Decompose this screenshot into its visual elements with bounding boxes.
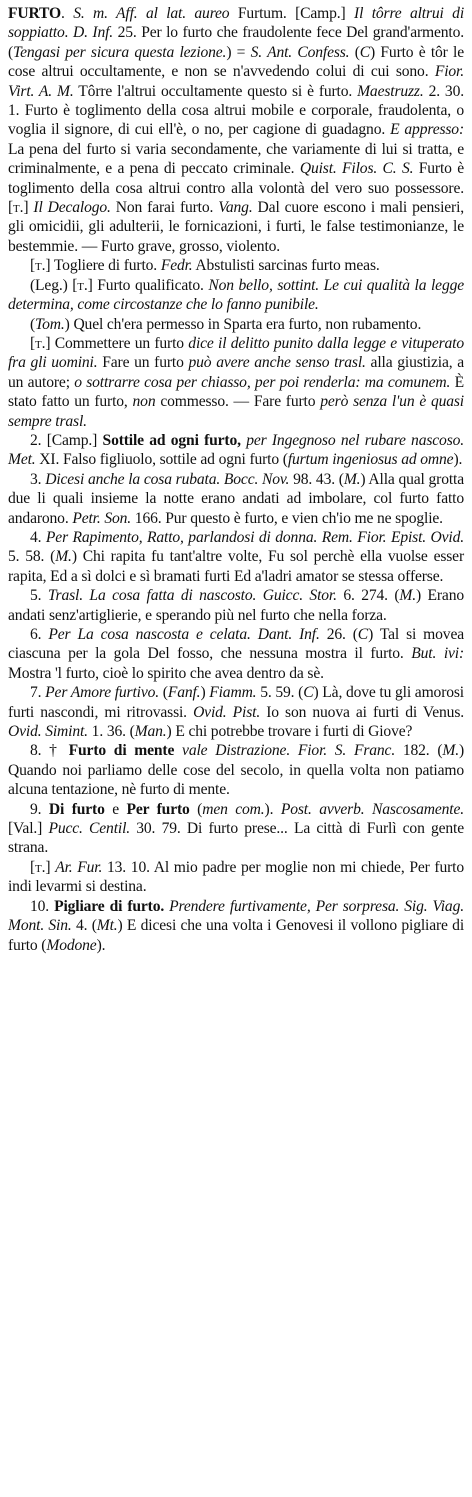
italic-text: Ovid. Pist. bbox=[193, 703, 261, 721]
italic-text: Quist. Filos. C. S. bbox=[299, 160, 414, 178]
text-run: 3. bbox=[30, 470, 46, 488]
italic-text: Per Amore furtivo. bbox=[45, 684, 160, 702]
dictionary-entry-furto bbox=[8, 4, 464, 955]
text-run: alla giustizia, a un autore; bbox=[8, 354, 465, 391]
text-run: 26. ( bbox=[319, 626, 358, 643]
text-run: 7. bbox=[30, 684, 46, 702]
text-run: ( bbox=[159, 684, 168, 702]
entry-sense-paragraph bbox=[8, 470, 464, 528]
entry-sense-paragraph bbox=[8, 897, 464, 955]
small-caps-tag: t. bbox=[35, 257, 46, 275]
text-run: commesso. — Fare furto bbox=[155, 393, 321, 411]
entry-sense-paragraph bbox=[8, 256, 464, 275]
text-run: Io son nuova ai furti di Venus. bbox=[260, 703, 464, 721]
small-caps-tag: t. bbox=[35, 858, 46, 876]
text-run: 8. † bbox=[30, 742, 69, 760]
italic-text: Ovid. Simint. bbox=[8, 723, 88, 741]
italic-text: Trasl. La cosa fatta di nascosto. Guicc. Stor. bbox=[47, 587, 337, 605]
italic-text: C bbox=[359, 43, 371, 61]
text-run: 5. 58. ( bbox=[8, 548, 56, 566]
italic-text: Dicesi anche la cosa rubata. Bocc. Nov. bbox=[45, 470, 290, 488]
text-run: Furtum. [Camp.] bbox=[229, 5, 355, 22]
text-run: 166. Pur questo è furto, e vien ch'io me ne spoglie. bbox=[131, 509, 443, 527]
text-run: 5. bbox=[30, 587, 48, 605]
entry-sense-paragraph bbox=[8, 528, 464, 586]
text-run: 4. ( bbox=[71, 917, 97, 935]
text-run: ) E dicesi che una volta i Genovesi il vollono pigliare di furto ( bbox=[8, 917, 464, 954]
italic-text: non bbox=[132, 393, 156, 411]
text-run: [ bbox=[30, 334, 36, 352]
text-run: 182. ( bbox=[395, 742, 443, 760]
text-run: ) Quando noi parliamo delle cose del secolo, in quella volta non patiamo alcuna tentazione, nè furto di mente. bbox=[8, 742, 465, 799]
text-run: ) Erano andati senz'artiglierie, e sperando più nel furto che nella forza. bbox=[8, 587, 464, 624]
italic-text: M. bbox=[343, 470, 361, 488]
text-run: XI. Falso figliuolo, sottile ad ogni furto ( bbox=[35, 451, 288, 469]
italic-text: S. Ant. Confess. bbox=[250, 43, 350, 61]
italic-text: vale Distrazione. Fior. S. Franc. bbox=[182, 742, 396, 760]
text-run: ) bbox=[200, 684, 210, 702]
text-run: 1. 36. ( bbox=[87, 723, 135, 741]
text-run: Non farai furto. bbox=[110, 199, 219, 217]
text-run: ) Furto è tôr le cose altrui occultamente, e non se n'avvedendo colui di cui sono. bbox=[8, 43, 464, 81]
text-run: 98. 43. ( bbox=[289, 470, 344, 488]
text-run: (Leg.) [ bbox=[30, 276, 78, 294]
entry-headword-paragraph bbox=[8, 4, 464, 256]
italic-text: per Ingegnoso nel rubare nascoso. Met. bbox=[8, 431, 465, 469]
text-run: ) Alla qual grotta due li quali insieme la notte erano andati ad imbolare, col furto fatto andarono. bbox=[8, 470, 464, 527]
text-run: La pena del furto si varia secondamente, che variamente di lui si tratta, e criminalmente, e a pena di peccato criminale. bbox=[8, 140, 464, 178]
text-run: [ bbox=[30, 257, 36, 275]
small-caps-tag: t. bbox=[77, 276, 88, 294]
italic-text: men com. bbox=[202, 800, 265, 818]
text-run: ] bbox=[23, 199, 34, 217]
small-caps-tag: t. bbox=[13, 199, 24, 217]
text-run: ) = bbox=[226, 43, 251, 61]
italic-text: Per Rapimento, Ratto, parlandosi di donna. Rem. Fior. Epist. Ovid. bbox=[45, 528, 464, 546]
italic-text: Ar. Fur. bbox=[55, 858, 103, 876]
bold-term: Per furto bbox=[126, 800, 190, 818]
italic-text: S. m. Aff. al lat. aureo bbox=[73, 5, 230, 22]
italic-text: però senza l'un è quasi sempre trasl. bbox=[8, 393, 464, 430]
text-run: 2. 30. 1. Furto è toglimento della cosa altrui mobile e corporale, fraudolenta, o voglia il signore, di cui ell'è, o no, per cagione di guadagno. bbox=[8, 82, 464, 139]
italic-text: Post. avverb. Nascosamente. bbox=[280, 800, 464, 818]
italic-text: Pucc. Centil. bbox=[48, 820, 130, 838]
text-run: ] bbox=[45, 858, 56, 876]
text-run: 2. [Camp.] bbox=[30, 431, 103, 449]
text-run: ] Togliere di furto. bbox=[45, 257, 161, 275]
text-run: 10. bbox=[30, 897, 55, 915]
italic-text: Petr. Son. bbox=[72, 509, 132, 527]
text-run: ). bbox=[96, 936, 106, 954]
text-run: È stato fatto un furto, bbox=[8, 373, 464, 411]
text-run: 4. bbox=[30, 528, 46, 546]
entry-sense-paragraph bbox=[8, 586, 464, 625]
italic-text: M. bbox=[399, 587, 416, 605]
italic-text: Vang. bbox=[218, 199, 253, 217]
text-run: ( bbox=[349, 43, 360, 61]
italic-text: C bbox=[357, 626, 369, 643]
text-run: Mostra 'l furto, cioè lo spirito che avea dentro da sè. bbox=[8, 664, 324, 682]
bold-term: Pigliare di furto. bbox=[54, 897, 165, 915]
text-run: Tôrre l'altrui occultamente questo si è furto. bbox=[73, 82, 358, 100]
italic-text: furtum ingeniosus ad omne bbox=[287, 451, 454, 469]
italic-text: dice il delitto punito dalla legge e vituperato fra gli uomini. bbox=[8, 334, 464, 372]
text-run: ( bbox=[189, 800, 203, 818]
text-run: [Val.] bbox=[8, 820, 49, 838]
entry-sense-paragraph bbox=[8, 800, 464, 858]
text-run: ] Commettere un furto bbox=[45, 334, 189, 352]
text-run: Fare un furto bbox=[97, 354, 189, 372]
text-run: 13. 10. Al mio padre per moglie non mi chiede, Per furto indi levarmi si destina. bbox=[8, 858, 464, 896]
small-caps-tag: t. bbox=[35, 334, 46, 352]
italic-text: Tengasi per sicura questa lezione. bbox=[13, 43, 227, 61]
entry-sense-paragraph bbox=[8, 276, 464, 315]
bold-term: Sottile ad ogni furto, bbox=[102, 431, 241, 449]
italic-text: Il Decalogo. bbox=[33, 199, 111, 217]
text-run: 30. 79. Di furto prese... La città di Furlì con gente strana. bbox=[8, 820, 465, 857]
headword: FURTO bbox=[8, 5, 61, 22]
text-run: . bbox=[61, 5, 74, 22]
text-run: 6. 274. ( bbox=[336, 587, 400, 605]
text-run: e bbox=[104, 800, 127, 818]
text-run: [ bbox=[30, 858, 36, 876]
text-run: ). bbox=[264, 800, 281, 818]
italic-text: Mt. bbox=[96, 917, 118, 935]
italic-text: Fiamm. bbox=[209, 684, 257, 702]
italic-text: C bbox=[303, 684, 314, 702]
entry-sense-paragraph bbox=[8, 683, 464, 741]
text-run: ). bbox=[453, 451, 463, 469]
text-run: ) Tal si movea ciascuna per la gola Del fosso, che nessuna mostra il furto. bbox=[8, 626, 464, 663]
italic-text: E appresso: bbox=[390, 121, 464, 139]
entry-sense-paragraph bbox=[8, 315, 464, 334]
italic-text: Modone bbox=[46, 936, 97, 954]
italic-text: Maestruzz. bbox=[357, 82, 424, 100]
text-run: ] Furto qualificato. bbox=[87, 276, 209, 294]
text-run: 25. Per lo furto che fraudolente fece Del grand'armento. ( bbox=[8, 24, 464, 61]
text-run: ) Là, dove tu gli amorosi furti nascondi, mi ritrovassi. bbox=[8, 684, 464, 721]
bold-term: Di furto bbox=[48, 800, 105, 818]
italic-text: Fanf. bbox=[167, 684, 201, 702]
entry-sense-paragraph bbox=[8, 625, 464, 683]
text-run: Furto è toglimento della cosa altrui contro alla volontà del vero suo possessore. [ bbox=[8, 160, 464, 217]
text-run: ) Quel ch'era permesso in Sparta era furto, non rubamento. bbox=[64, 315, 422, 333]
text-run: ( bbox=[30, 315, 36, 333]
entry-sense-paragraph bbox=[8, 741, 464, 799]
italic-text: Non bello, sottint. Le cui qualità la legge determina, come circostanze che lo fanno punibile. bbox=[8, 276, 465, 314]
text-run: Dal cuore escono i mali pensieri, gli omicidii, gli adulterii, le fornicazioni, i furti, le false testimonianze, le bestemmie. — Furto grave, grosso, violento. bbox=[8, 199, 464, 255]
entry-sense-paragraph bbox=[8, 334, 464, 431]
entry-sense-paragraph bbox=[8, 858, 464, 897]
italic-text: Per La cosa nascosta e celata. Dant. Inf. bbox=[48, 626, 320, 643]
text-run: ) Chi rapita fu tant'altre volte, Fu sol perchè ella vuolse esser rapita, Ed a sì dolci e sì bramati furti Ed a'ladri amator se stessa offerse. bbox=[8, 548, 464, 585]
text-run: ) E chi potrebbe trovare i furti di Giove? bbox=[166, 723, 413, 741]
italic-text: Fior. Virt. A. M. bbox=[8, 63, 464, 100]
italic-text: Fedr. bbox=[160, 257, 193, 275]
text-run: 9. bbox=[30, 800, 49, 818]
italic-text: Il tôrre altrui di soppiatto. D. Inf. bbox=[8, 5, 465, 42]
italic-text: o sottrarre cosa per chiasso, per poi renderla: ma comunem. bbox=[74, 373, 451, 391]
italic-text: Man. bbox=[134, 723, 167, 741]
text-run bbox=[174, 742, 182, 759]
entry-sense-paragraph bbox=[8, 431, 464, 470]
italic-text: M. bbox=[442, 742, 459, 760]
italic-text: M. bbox=[55, 548, 72, 566]
italic-text: può avere anche senso trasl. bbox=[188, 354, 366, 372]
bold-term: Furto di mente bbox=[68, 742, 175, 760]
italic-text: Prendere furtivamente, Per sorpresa. Sig. Viag. Mont. Sin. bbox=[8, 897, 464, 935]
italic-text: But. ivi: bbox=[411, 645, 464, 663]
text-run: Abstulisti sarcinas furto meas. bbox=[192, 257, 380, 275]
italic-text: Tom. bbox=[35, 315, 65, 333]
text-run: 6. bbox=[30, 626, 49, 643]
text-run: 5. 59. ( bbox=[256, 684, 304, 702]
